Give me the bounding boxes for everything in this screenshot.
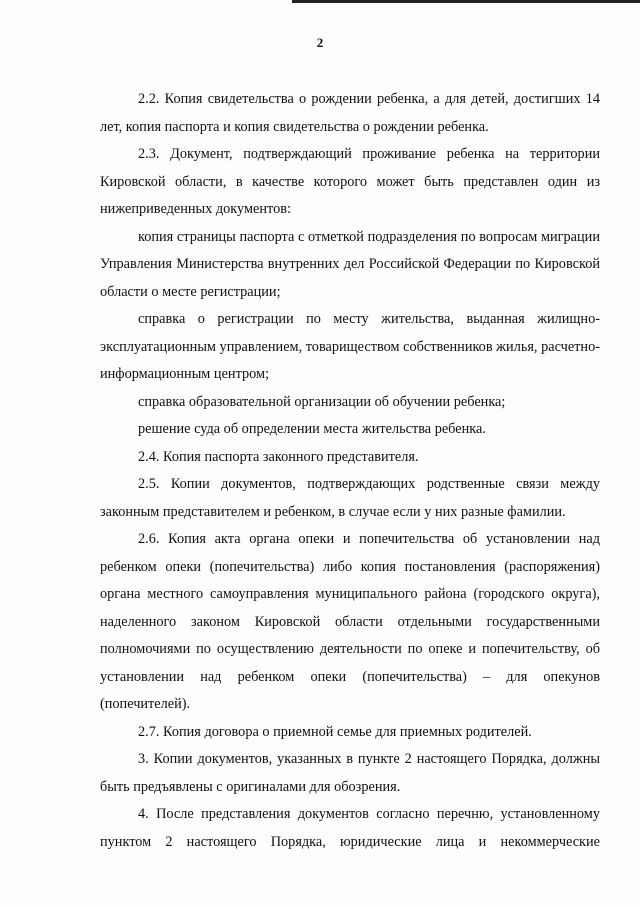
paragraph-2-4: 2.4. Копия паспорта законного представителя. [138,448,419,465]
list-item-passport-page: копия страницы паспорта с отметкой подразделения по вопросам миграции Управления Министерства внутренних дел Российской Федерации по Кировской области о месте регистрации; [100,228,600,300]
page-number: 2 [316,35,324,50]
paragraph-2-3: 2.3. Документ, подтверждающий проживание ребенка на территории Кировской области, в качестве которого может быть представлен один из нижеприведенных документов: [100,146,600,217]
document-body [100,86,600,856]
list-item-registration-certificate: справка о регистрации по месту жительства, выданная жилищно-эксплуатационным управлением, товариществом собственников жилья, расчетно-информационным центром; [100,311,600,382]
paragraph-2-6: 2.6. Копия акта органа опеки и попечительства об установлении над ребенком опеки (попечительства) либо копия постановления (распоряжения) органа местного самоуправления муниципального района (городского округа), наделенного законом Кировской области отдельными государственными полномочиями по осуществлению деятельности по опеке и попечительству, об установлении над ребенком опеки (попечительства) – для опекунов (попечителей). [100,531,600,712]
top-border-line [292,0,640,3]
list-item-school-certificate: справка образовательной организации об обучении ребенка; [138,393,506,410]
paragraph-3: 3. Копии документов, указанных в пункте 2 настоящего Порядка, должны быть предъявлены с оригиналами для обозрения. [100,751,600,795]
paragraph-2-2: 2.2. Копия свидетельства о рождении ребенка, а для детей, достигших 14 лет, копия паспорта и копия свидетельства о рождении ребенка. [100,91,600,135]
list-item-court-decision: решение суда об определении места жительства ребенка. [138,421,486,437]
paragraph-2-5: 2.5. Копии документов, подтверждающих родственные связи между законным представителем и ребенком, в случае если у них разные фамилии. [100,476,600,520]
paragraph-4: 4. После представления документов согласно перечню, установленному пунктом 2 настоящего Порядка, юридические лица и некоммерческие [100,806,600,850]
paragraph-2-7: 2.7. Копия договора о приемной семье для приемных родителей. [138,723,532,740]
